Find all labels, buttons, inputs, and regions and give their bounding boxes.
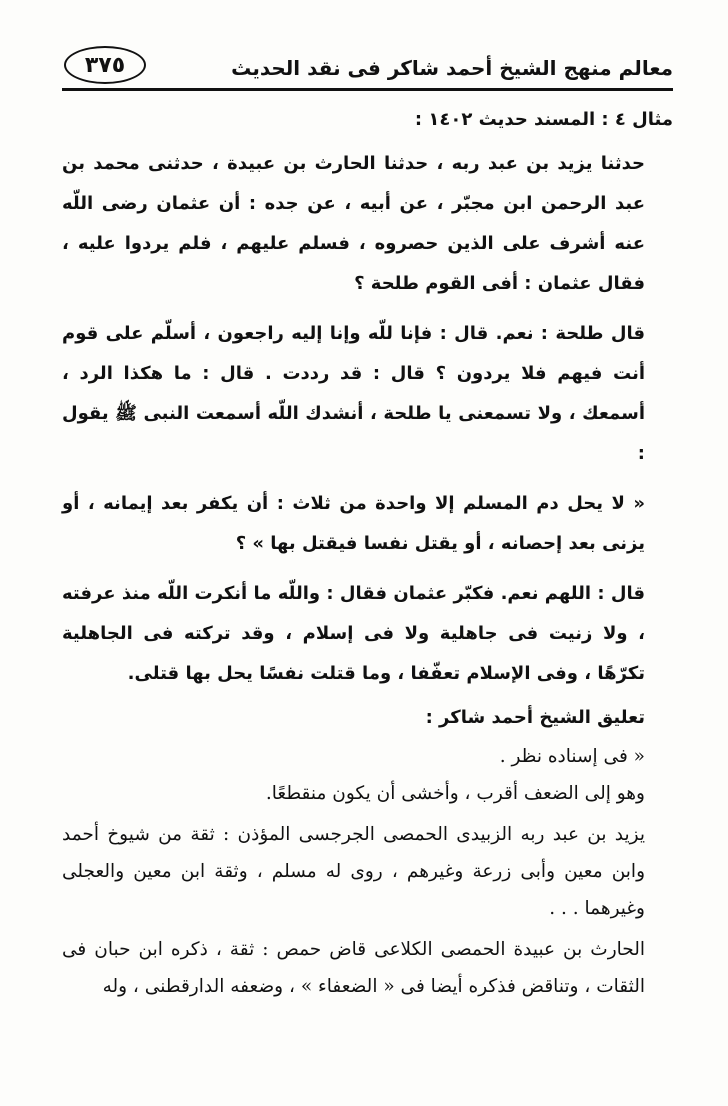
header-title: معالم منهج الشيخ أحمد شاكر فى نقد الحديث	[231, 56, 673, 80]
commentary-line-1: « فى إسناده نظر .	[499, 746, 645, 767]
commentary-line-2: وهو إلى الضعف أقرب ، وأخشى أن يكون منقطعًا.	[265, 783, 645, 804]
page-number: ٣٧٥	[64, 46, 146, 84]
example-heading: مثال ٤ : المسند حديث ١٤٠٢ :	[414, 109, 673, 130]
narrator-note-yazid: يزيد بن عبد ربه الزبيدى الحمصى الجرجسى المؤذن : ثقة من شيوخ أحمد وابن معين وأبى زرعة وغيرهم ، روى له مسلم ، وثقة ابن معين والعجلى وغيرهما . . .	[62, 824, 645, 919]
hadith-isnad-paragraph: حدثنا يزيد بن عبد ربه ، حدثنا الحارث بن عبيدة ، حدثنى محمد بن عبد الرحمن ابن مجبّر ، عن أبيه ، عن جده : أن عثمان رضى اللّه عنه أشرف على الذين حصروه ، فسلم عليهم ، فلم يردوا عليه ، فقال عثمان : أفى القوم طلحة ؟	[62, 153, 645, 294]
hadith-response-paragraph: قال : اللهم نعم. فكبّر عثمان فقال : واللّه ما أنكرت اللّه منذ عرفته ، ولا زنيت فى جاهلية ولا فى إسلام ، وقد تركته فى الجاهلية تكرّهًا ، وفى الإسلام تعفّفا ، وما قتلت نفسًا يحل بها قتلى.	[62, 583, 645, 684]
commentary-heading: تعليق الشيخ أحمد شاكر :	[425, 707, 645, 728]
running-header	[62, 44, 673, 91]
hadith-dialogue-paragraph: قال طلحة : نعم. قال : فإنا للّه وإنا إليه راجعون ، أسلّم على قوم أنت فيهم فلا يردون ؟ قال : قد رددت . قال : ما هكذا الرد ، أسمعك ، ولا تسمعنى يا طلحة ، أنشدك اللّه أسمعت النبى ﷺ يقول :	[62, 323, 645, 464]
page-body	[62, 100, 673, 1005]
hadith-matn-paragraph: « لا يحل دم المسلم إلا واحدة من ثلاث : أن يكفر بعد إيمانه ، أو يزنى بعد إحصانه ، أو يقتل نفسا فيقتل بها » ؟	[62, 493, 645, 554]
narrator-note-harith: الحارث بن عبيدة الحمصى الكلاعى قاض حمص : ثقة ، ذكره ابن حبان فى الثقات ، وتناقض فذكره أيضا فى « الضعفاء » ، وضعفه الدارقطنى ، وله	[62, 939, 645, 997]
